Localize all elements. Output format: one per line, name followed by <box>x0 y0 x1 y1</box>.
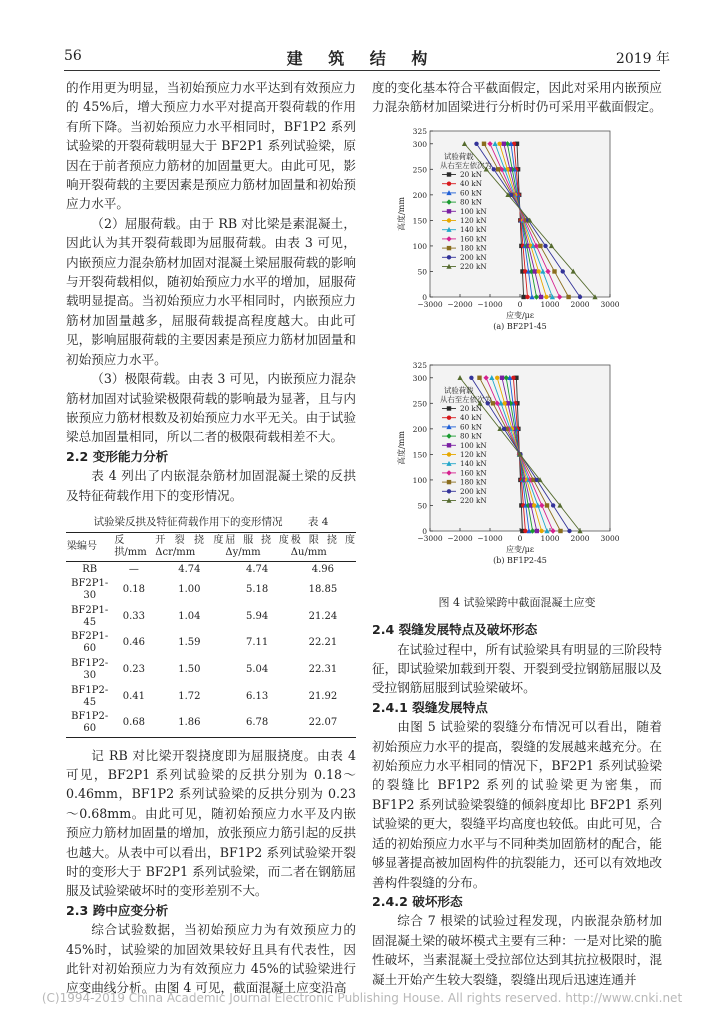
table-cell: 1.59 <box>178 637 201 649</box>
table-cell: BF1P2-30 <box>71 658 109 682</box>
y-tick-label: 0 <box>422 526 427 536</box>
legend-label: 180 kN <box>460 477 487 487</box>
table-cell: — <box>128 563 139 575</box>
table-cell: 6.13 <box>245 690 269 702</box>
table-cell: 1.00 <box>178 584 201 596</box>
data-point <box>521 295 525 299</box>
data-point <box>552 269 556 273</box>
legend-label: 20 kN <box>460 403 483 413</box>
table-cell: 22.31 <box>308 664 338 676</box>
table-cell: RB <box>82 563 98 575</box>
table-cell: BF2P1-45 <box>71 604 109 628</box>
legend-marker <box>447 255 451 259</box>
table-cell: BF1P2-45 <box>71 684 109 708</box>
data-point <box>539 295 543 299</box>
data-point <box>495 375 499 379</box>
table-cell: 4.96 <box>311 563 335 575</box>
paragraph: （3）极限荷载。由表 3 可见，内嵌预应力混杂筋材加固对试验梁极限荷载的影响最为显著，且与内嵌预应力筋材根数及初始预应力水平无关。由于试验梁总加固量相同，所以二者的极限荷载相差不大。 <box>66 371 356 445</box>
y-tick-label: 250 <box>412 399 427 409</box>
legend-label: 200 kN <box>460 486 487 496</box>
legend-label: 160 kN <box>460 234 487 244</box>
legend-label: 100 kN <box>460 440 487 450</box>
page-header <box>40 46 684 70</box>
table-cell: 5.94 <box>245 610 269 622</box>
table-row <box>66 683 356 710</box>
figure-caption: 图 4 试验梁跨中截面混凝土应变 <box>438 595 596 609</box>
section-heading: 2.3 跨中应变分析 <box>66 902 169 918</box>
x-tick-label: −3000 <box>417 299 443 309</box>
data-point <box>545 503 549 507</box>
data-point <box>551 503 555 507</box>
legend-label: 80 kN <box>460 431 483 441</box>
table-cell: 0.33 <box>122 610 145 622</box>
legend-label: 40 kN <box>460 413 483 423</box>
data-point <box>474 141 478 145</box>
table-cell: 22.21 <box>308 637 338 649</box>
data-point <box>544 295 548 299</box>
table-cell: BF2P1-60 <box>71 631 109 655</box>
data-point <box>533 269 537 273</box>
table-cell: 6.78 <box>224 710 289 737</box>
x-tick-label: 1000 <box>540 533 560 543</box>
table-cell: 18.85 <box>308 584 338 596</box>
x-tick-label: −1000 <box>477 299 503 309</box>
legend-marker <box>447 406 451 410</box>
data-point <box>496 167 500 171</box>
table-cell: 0.23 <box>122 664 145 676</box>
x-tick-label: −1000 <box>477 533 503 543</box>
data-point <box>482 141 486 145</box>
data-point <box>477 375 481 379</box>
table-cell: 21.92 <box>308 690 338 702</box>
legend-label: 20 kN <box>460 169 483 179</box>
legend-label: 180 kN <box>460 243 487 253</box>
legend-marker <box>447 246 451 250</box>
y-tick-label: 100 <box>412 241 427 251</box>
table-cell: 5.04 <box>245 664 269 676</box>
journal-title: 建 筑 结 构 <box>286 49 438 68</box>
y-axis-title: 高度/mm <box>397 430 406 465</box>
table-caption <box>66 513 356 532</box>
legend-label: 160 kN <box>460 468 487 478</box>
table-cell: 0.41 <box>122 690 145 702</box>
table-cell: 0.68 <box>113 710 154 737</box>
x-tick-label: −2000 <box>447 299 473 309</box>
paragraph: 度的变化基本符合平截面假定，因此对采用内嵌预应力混杂筋材加固梁进行分析时仍可采用平截面假定。 <box>372 80 662 115</box>
y-tick-label: 200 <box>412 424 427 434</box>
y-tick-label: 50 <box>417 501 427 511</box>
paragraph: 记 RB 对比梁开裂挠度即为屈服挠度。由表 4 可见，BF2P1 系列试验梁的反拱分别为 0.18～0.46mm，BF1P2 系列试验梁的反拱分别为 0.23～0.68mm。由此可见，随初始预应力水平及内嵌预应力筋材加固量的增加，放张预应力筋引起的反拱也越大。从表中可以看出，BF1P2 系列试验梁开裂时的变形大于 BF2P1 系列试验梁，而二者在钢筋屈服及试验梁破坏时的变形差别不大。 <box>66 747 356 899</box>
legend-marker <box>447 181 451 185</box>
table-cell: 22.07 <box>290 710 356 737</box>
table-header-row <box>66 533 356 562</box>
publication-year: 2019 年 <box>615 51 670 67</box>
section-heading: 2.4 裂缝发展特点及破坏形态 <box>372 622 538 638</box>
table-header-cell: 开裂挠度 Δcr/mm <box>154 533 224 562</box>
x-tick-label: −2000 <box>447 533 473 543</box>
table-header-cell: 梁编号 <box>66 533 113 562</box>
y-tick-label: 325 <box>412 126 427 136</box>
data-point <box>561 269 565 273</box>
y-tick-label: 100 <box>412 475 427 485</box>
paragraph: （2）屈服荷载。由于 RB 对比梁是素混凝土，因此认为其开裂荷载即为屈服荷载。由表 3 可见，内嵌预应力混杂筋材加固对混凝土梁屈服荷载的影响与开裂荷载相似，随初始预应力水平的增加，屈服荷载明显提高。当初始预应力水平相同时，内嵌预应力筋材加固量越多，屈服荷载提高程度越大。由此可见，影响屈服荷载的主要因素是预应力筋材加固量和初始预应力水平。 <box>66 215 356 367</box>
right-column <box>372 78 662 989</box>
legend-label: 220 kN <box>460 495 487 505</box>
section-heading: 2.2 变形能力分析 <box>66 448 169 464</box>
copyright-footer: (C)1994-2019 China Academic Journal Electronic Publishing House. All rights reserved. http://www.cnki.net <box>41 991 683 1005</box>
table-caption-text: 试验梁反拱及特征荷载作用下的变形情况 <box>93 515 283 528</box>
table-cell: BF2P1-30 <box>71 578 109 602</box>
y-tick-label: 200 <box>412 190 427 200</box>
table-header-cell: 反拱/mm <box>113 533 154 562</box>
data-point <box>558 529 562 533</box>
y-tick-label: 50 <box>417 267 427 277</box>
table-row <box>66 604 356 631</box>
x-tick-label: −3000 <box>417 533 443 543</box>
legend-marker <box>447 443 451 447</box>
table-cell: 1.86 <box>154 710 224 737</box>
legend-label: 120 kN <box>460 449 487 459</box>
data-point <box>469 375 473 379</box>
table-cell: 4.74 <box>245 563 269 575</box>
x-tick-label: 3000 <box>600 533 620 543</box>
table-cell: 0.18 <box>122 584 145 596</box>
data-point <box>525 295 529 299</box>
left-column <box>66 78 356 998</box>
table-header-cell: 极限挠度 Δu/mm <box>290 533 356 562</box>
data-point <box>497 141 501 145</box>
paragraph: 综合 7 根梁的试验过程发现，内嵌混杂筋材加固混凝土梁的破坏模式主要有三种：一是对比梁的脆性破坏，当素混凝土受拉部位达到其抗拉极限时，混凝土开始产生较大裂缝，裂缝出现后迅速连通并 <box>372 913 662 987</box>
subfigure-caption: (b) BF1P2-45 <box>493 555 547 565</box>
data-point <box>543 244 547 248</box>
table-cell: 1.50 <box>178 664 201 676</box>
data-point <box>502 426 506 430</box>
data-point <box>500 375 504 379</box>
table-cell: BF1P2-60 <box>66 710 113 737</box>
header-rule <box>64 70 660 71</box>
x-tick-label: 2000 <box>570 533 590 543</box>
legend-marker <box>447 452 451 456</box>
table-row <box>66 562 356 577</box>
paragraph: 表 4 列出了内嵌混杂筋材加固混凝土梁的反拱及特征荷载作用下的变形情况。 <box>66 468 356 503</box>
legend-label: 140 kN <box>460 225 487 235</box>
table-row <box>66 710 356 737</box>
data-point <box>567 529 571 533</box>
table-cell: 0.46 <box>122 637 145 649</box>
legend-label: 140 kN <box>460 459 487 469</box>
legend-marker <box>447 489 451 493</box>
legend-label: 200 kN <box>460 252 487 262</box>
y-tick-label: 300 <box>412 373 427 383</box>
table-cell: 1.04 <box>178 610 201 622</box>
paragraph: 由图 5 试验梁的裂缝分布情况可以看出，随着初始预应力水平的提高，裂缝的发展越来越充分。在初始预应力水平相同的情况下，BF2P1 系列试验梁的裂缝比 BF1P2 系列的试验梁更为密集，而 BF1P2 系列试验梁裂缝的倾斜度却比 BF2P1 系列试验梁的更大，裂缝平均高度也较低。由此可见，合适的初始预应力水平与不同种类加固筋材的配合，能够显著提高被加固构件的抗裂能力，还可以有效地改善构件裂缝的分布。 <box>372 719 662 890</box>
legend-title: 试验荷载从右至左依次为 <box>440 151 492 170</box>
data-point <box>536 269 540 273</box>
data-point <box>538 244 542 248</box>
data-point <box>578 295 582 299</box>
y-tick-label: 325 <box>412 360 427 370</box>
table-4 <box>66 532 356 737</box>
legend-marker <box>447 209 451 213</box>
y-axis-title: 高度/mm <box>397 196 406 231</box>
legend-marker <box>447 415 451 419</box>
table-cell: 7.11 <box>245 637 269 649</box>
paragraph: 的作用更为明显，当初始预应力水平达到有效预应力的 45%后，增大预应力水平对提高开裂荷载的作用有所下降。当初始预应力水平相同时，BF1P2 系列试验梁的开裂荷载明显大于 BF2P1 系列试验梁，原因在于前者预应力筋材的加固量更大。由此可见，影响开裂荷载的主要因素是预应力筋材加固量和初始预应力水平。 <box>66 80 356 212</box>
y-tick-label: 0 <box>422 292 427 302</box>
table-cell: 5.18 <box>245 584 269 596</box>
strain-figure <box>372 123 662 591</box>
x-axis-title: 应变/με <box>505 544 535 554</box>
page-number: 56 <box>64 48 82 64</box>
x-tick-label: 0 <box>517 299 523 309</box>
data-point <box>566 295 570 299</box>
x-tick-label: 3000 <box>600 299 620 309</box>
table-label: 表 4 <box>307 515 329 528</box>
figure-4 <box>372 123 662 591</box>
table-row <box>66 657 356 684</box>
table-body <box>66 562 356 737</box>
data-point <box>539 529 543 533</box>
legend-marker <box>447 218 451 222</box>
data-point <box>492 167 496 171</box>
legend-label: 60 kN <box>460 188 483 198</box>
y-tick-label: 150 <box>412 450 427 460</box>
x-tick-label: 1000 <box>540 299 560 309</box>
x-tick-label: 2000 <box>570 299 590 309</box>
table-row <box>66 630 356 657</box>
legend-label: 120 kN <box>460 215 487 225</box>
legend-label: 80 kN <box>460 197 483 207</box>
x-axis-title: 应变/με <box>505 310 535 320</box>
legend-label: 40 kN <box>460 179 483 189</box>
y-tick-label: 250 <box>412 165 427 175</box>
legend-marker <box>447 480 451 484</box>
table-row <box>66 577 356 604</box>
paragraph: 在试验过程中，所有试验梁具有明显的三阶段特征，即试验梁加载到开裂、开裂到受拉钢筋屈服以及受拉钢筋屈服到试验梁破坏。 <box>372 641 662 696</box>
table-cell: 4.74 <box>178 563 201 575</box>
legend-label: 220 kN <box>460 261 487 271</box>
y-tick-label: 150 <box>412 216 427 226</box>
y-tick-label: 300 <box>412 139 427 149</box>
legend-label: 100 kN <box>460 206 487 216</box>
legend-title: 试验荷载从右至左依次为 <box>440 385 492 404</box>
paragraph: 综合试验数据，当初始预应力为有效预应力的 45%时，试验梁的加固效果较好且具有代表性，因此针对初始预应力为有效预应力 45%的试验梁进行应变曲线分析。由图 4 可见，截面混凝土应变沿高 <box>66 922 356 996</box>
subfigure-caption: (a) BF2P1-45 <box>493 321 547 331</box>
table-cell: 1.72 <box>178 690 201 702</box>
section-heading: 2.4.2 破坏形态 <box>372 893 463 909</box>
legend-label: 60 kN <box>460 422 483 432</box>
data-point <box>502 141 506 145</box>
data-point <box>535 529 539 533</box>
x-tick-label: 0 <box>517 533 523 543</box>
table-cell: 21.24 <box>308 610 338 622</box>
table-header-cell: 屈服挠度 Δy/mm <box>224 533 289 562</box>
section-heading: 2.4.1 裂缝发展特点 <box>372 699 488 715</box>
legend-marker <box>447 172 451 176</box>
